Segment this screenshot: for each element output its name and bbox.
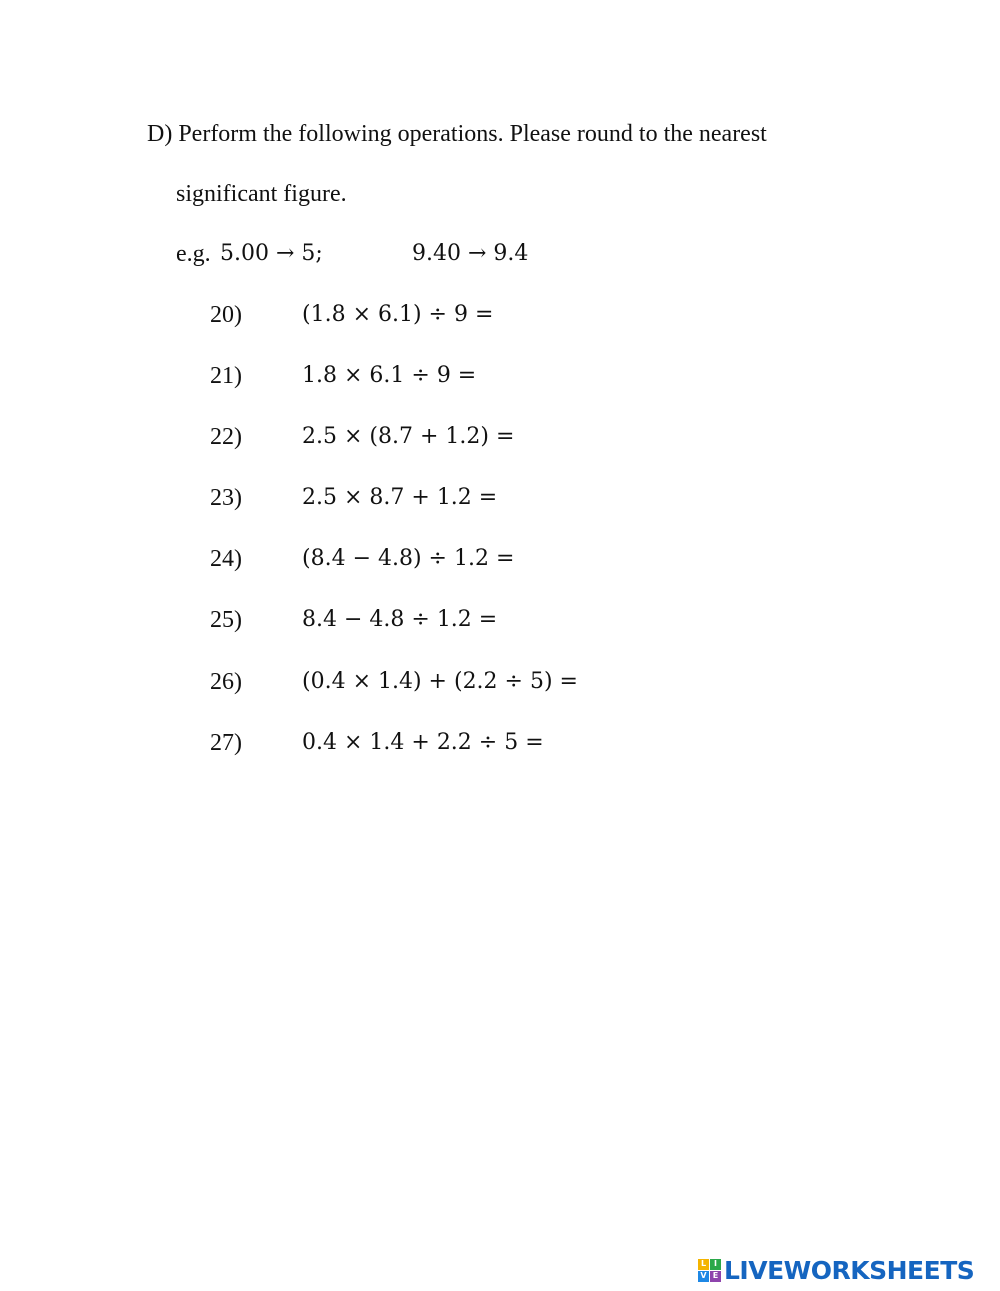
- logo-squares-icon: [698, 1259, 721, 1282]
- liveworksheets-logo: [698, 1254, 974, 1286]
- logo-square-l: L: [698, 1259, 709, 1270]
- question-number: 24): [210, 546, 242, 572]
- example-prefix: e.g.: [176, 241, 211, 267]
- question-expression: (1.8 × 6.1) ÷ 9 =: [302, 302, 494, 327]
- question-number: 27): [210, 730, 242, 756]
- logo-square-e: E: [710, 1271, 721, 1282]
- question-number: 26): [210, 669, 242, 695]
- question-expression: (8.4 − 4.8) ÷ 1.2 =: [302, 546, 515, 571]
- question-number: 23): [210, 485, 242, 511]
- logo-square-v: V: [698, 1271, 709, 1282]
- question-expression: 8.4 − 4.8 ÷ 1.2 =: [302, 607, 498, 632]
- question-expression: 2.5 × 8.7 + 1.2 =: [302, 485, 498, 510]
- instructions-line-1: D) Perform the following operations. Please round to the nearest: [147, 121, 767, 147]
- instructions-line-2: significant figure.: [176, 181, 347, 207]
- example-2: 9.40 → 9.4: [412, 241, 529, 266]
- question-number: 25): [210, 607, 242, 633]
- question-expression: 2.5 × (8.7 + 1.2) =: [302, 424, 515, 449]
- logo-square-i: I: [710, 1259, 721, 1270]
- question-expression: 0.4 × 1.4 + 2.2 ÷ 5 =: [302, 730, 544, 755]
- question-expression: 1.8 × 6.1 ÷ 9 =: [302, 363, 477, 388]
- question-number: 21): [210, 363, 242, 389]
- question-expression: (0.4 × 1.4) + (2.2 ÷ 5) =: [302, 669, 578, 694]
- question-number: 20): [210, 302, 242, 328]
- question-number: 22): [210, 424, 242, 450]
- logo-text: LIVEWORKSHEETS: [724, 1255, 975, 1285]
- example-1: 5.00 → 5;: [220, 241, 323, 266]
